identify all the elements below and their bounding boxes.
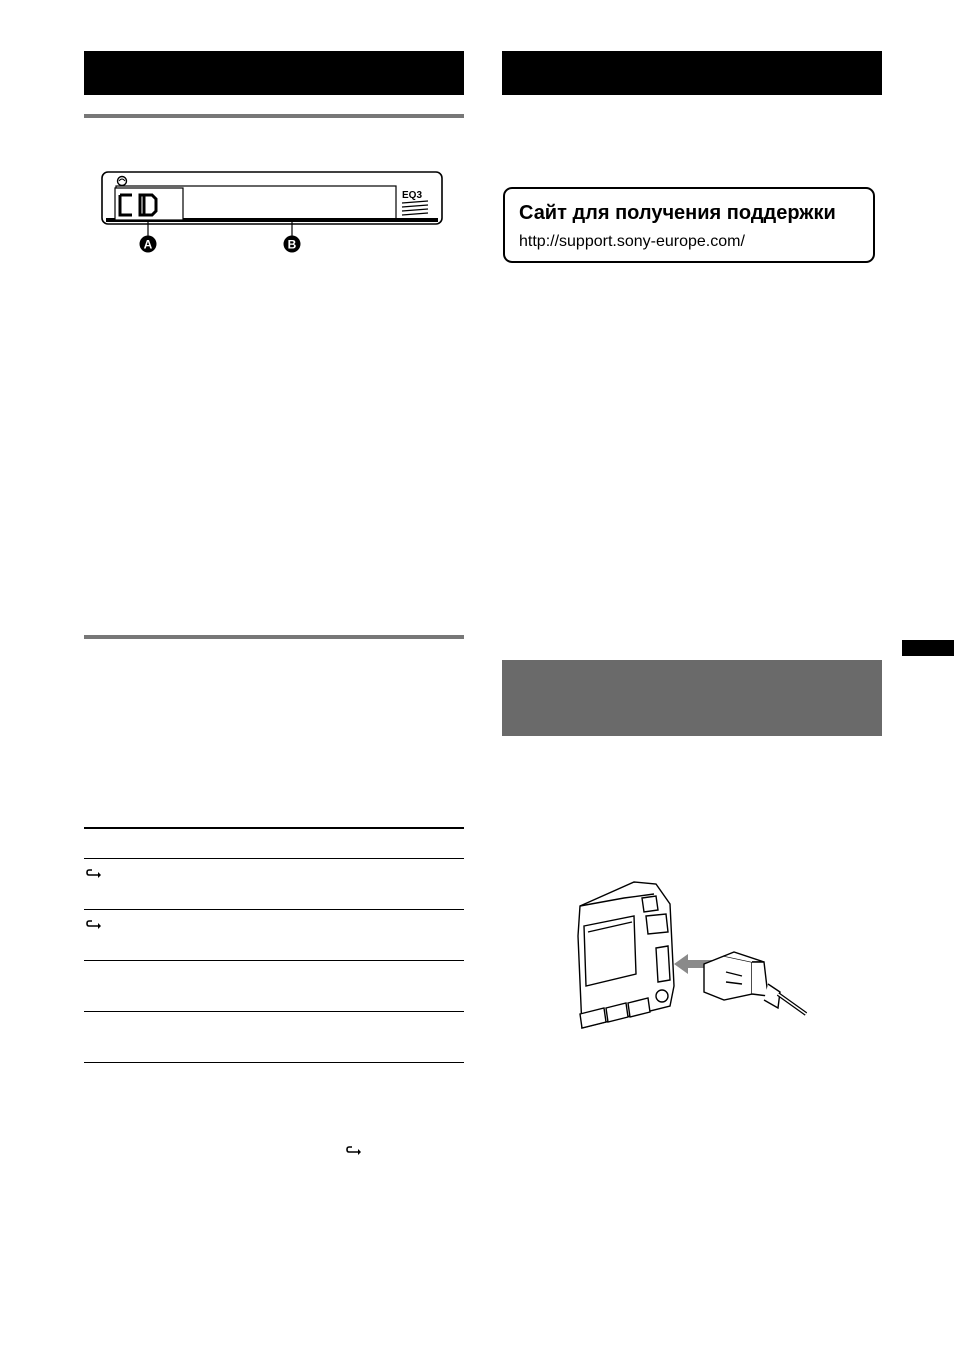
table-row-divider [84, 909, 464, 910]
display-illustration [100, 168, 445, 258]
support-site-box [503, 187, 875, 263]
right-section-header-bar [502, 51, 882, 95]
right-grey-section-bar [502, 660, 882, 736]
table-bottom-rule [84, 1062, 464, 1063]
source-icon [118, 177, 127, 186]
usb-plug-icon [704, 952, 806, 1014]
support-site-title: Сайт для получения поддержки [519, 202, 836, 224]
repeat-icon [346, 1145, 364, 1159]
subsection-rule-repeat [84, 635, 464, 639]
support-site-url[interactable]: http://support.sony-europe.com/ [519, 233, 745, 250]
table-row-divider [84, 960, 464, 961]
repeat-icon [86, 919, 104, 933]
eq-label: EQ3 [402, 190, 423, 201]
page-side-tab [902, 640, 954, 656]
table-top-rule [84, 827, 464, 829]
table-row-divider [84, 858, 464, 859]
callout-b-label: B [287, 237, 297, 252]
table-row-divider [84, 1011, 464, 1012]
usb-connection-illustration [574, 876, 810, 1036]
subsection-rule-display [84, 114, 464, 118]
callout-a-label: A [143, 237, 153, 252]
left-section-header-bar [84, 51, 464, 95]
repeat-icon [86, 868, 104, 882]
